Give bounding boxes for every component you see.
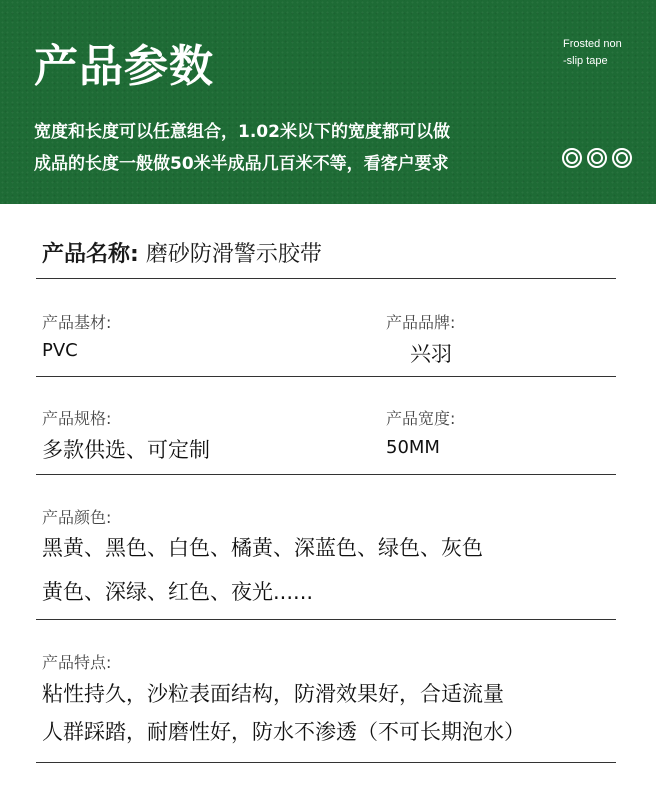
english-subtitle: [563, 36, 653, 70]
material-value: PVC: [42, 340, 78, 361]
product-name-value: 磨砂防滑警示胶带: [145, 242, 322, 267]
feature-line-1: 粘性持久，沙粒表面结构，防滑效果好，合适流量: [42, 682, 504, 706]
circle-icon: [612, 148, 632, 168]
divider: [36, 474, 616, 475]
page-title: 产品参数: [34, 41, 214, 92]
feature-line-2: 人群踩踏，耐磨性好，防水不渗透（不可长期泡水）: [42, 720, 525, 744]
subtitle-line-2: -slip tape: [563, 55, 608, 67]
product-name-label: 产品名称:: [42, 242, 139, 267]
circle-icon: [562, 148, 582, 168]
width-label: 产品宽度:: [386, 409, 456, 428]
decorative-circles: [562, 148, 632, 168]
brand-label: 产品品牌:: [386, 313, 456, 332]
feature-label: 产品特点:: [42, 653, 112, 672]
brand-value: 兴羽: [410, 342, 452, 366]
divider: [36, 376, 616, 377]
color-label: 产品颜色:: [42, 508, 112, 527]
circle-icon: [587, 148, 607, 168]
spec-value: 多款供选、可定制: [42, 438, 210, 462]
material-label: 产品基材:: [42, 313, 112, 332]
divider: [36, 619, 616, 620]
color-line-1: 黑黄、黑色、白色、橘黄、深蓝色、绿色、灰色: [42, 536, 483, 560]
header-banner: [0, 0, 656, 204]
banner-description-line-2: 成品的长度一般做50米半成品几百米不等，看客户要求: [34, 154, 449, 174]
spec-label: 产品规格:: [42, 409, 112, 428]
divider: [36, 278, 616, 279]
width-value: 50MM: [386, 437, 440, 458]
divider: [36, 762, 616, 763]
color-line-2: 黄色、深绿、红色、夜光......: [42, 580, 314, 604]
banner-description-line-1: 宽度和长度可以任意组合，1.02米以下的宽度都可以做: [34, 122, 450, 142]
subtitle-line-1: Frosted non: [563, 38, 622, 50]
product-name-row: [42, 237, 322, 268]
